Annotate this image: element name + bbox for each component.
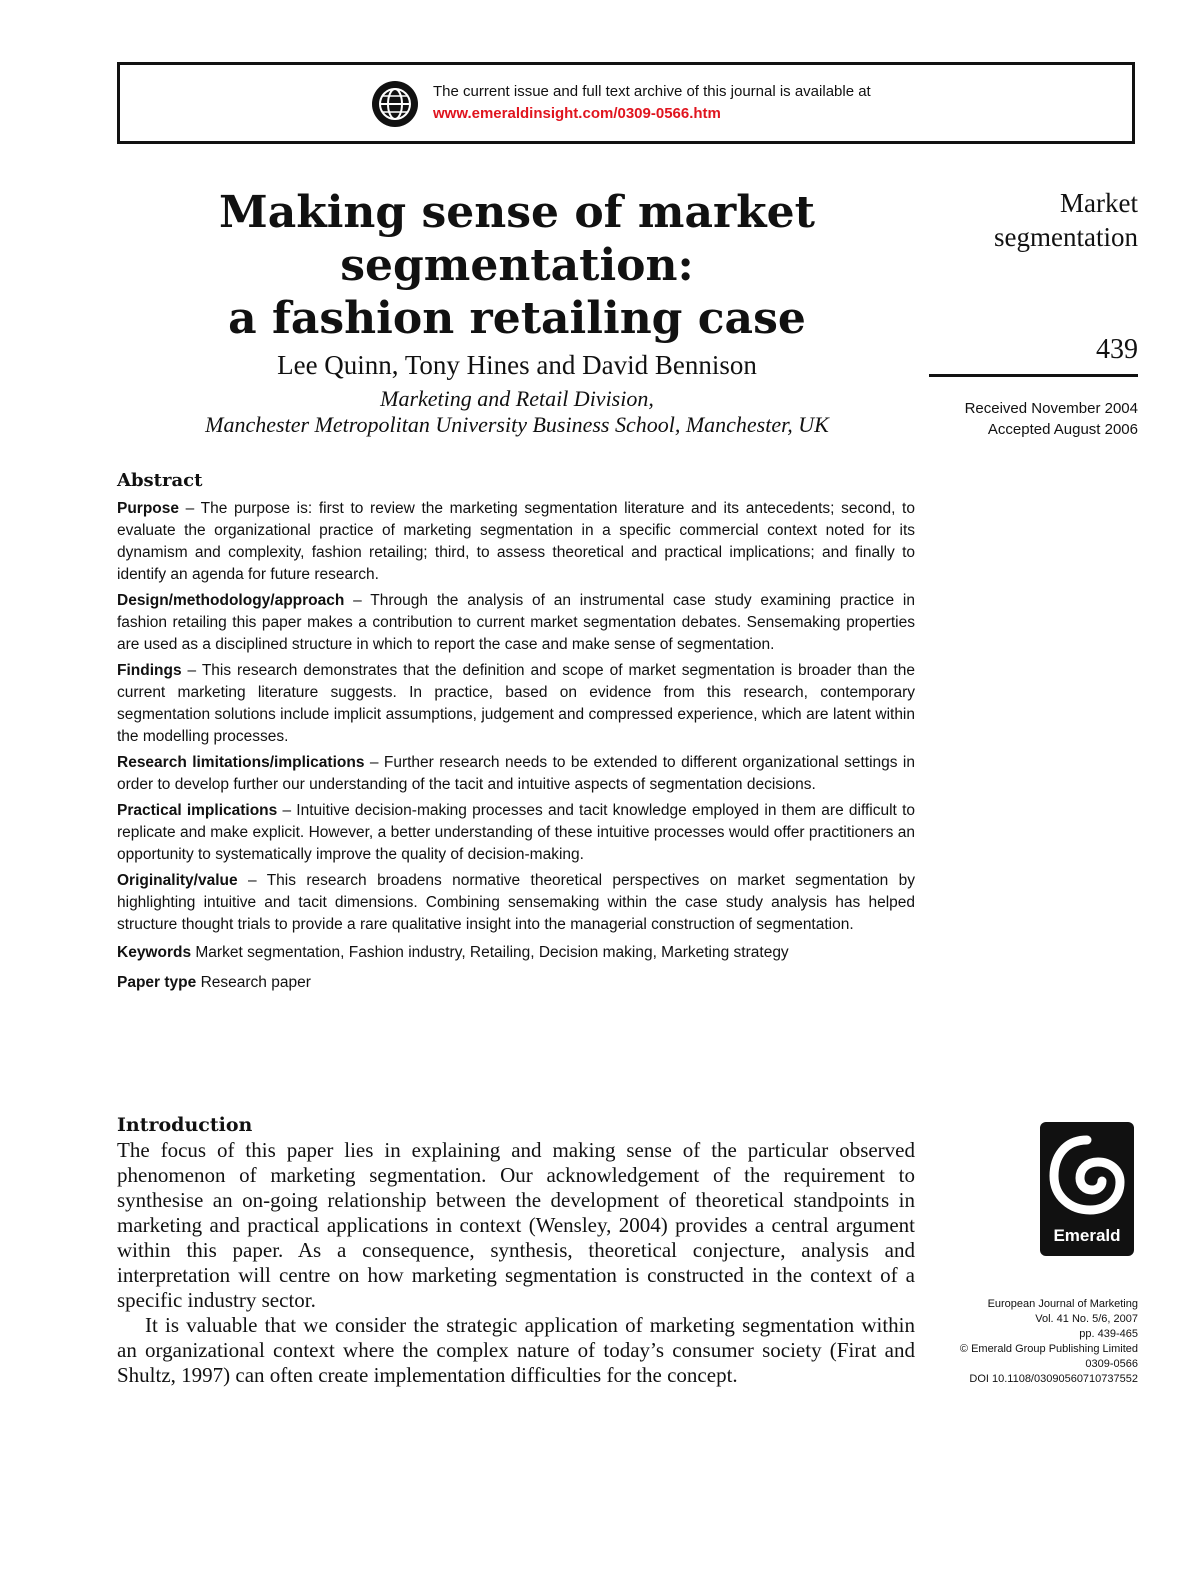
emerald-logo-text: Emerald — [1053, 1226, 1121, 1245]
introduction-paragraph-1: The focus of this paper lies in explaining and making sense of the particular observed phenomenon of marketing segmentation. Our acknowledgement of the requirement to synthesise an on-going relationship between the development of theoretical standpoints in marketing and practical applications in context (Wensley, 2004) provides a central argument within this paper. As a consequence, synthesis, theoretical conjecture, analysis and interpretation will centre on how marketing segmentation is constructed in the context of a specific industry sector. — [117, 1138, 915, 1312]
affiliation-line-1: Marketing and Retail Division, — [380, 386, 654, 411]
author-list: Lee Quinn, Tony Hines and David Bennison — [277, 350, 757, 380]
abstract-design — [117, 590, 915, 656]
abstract-findings-text: – This research demonstrates that the definition and scope of market segmentation is broader than the current marketing literature suggests. In practice, based on evidence from this research, contemporary segmentation solutions include implicit assumptions, judgement and compressed experience, which are latent within the modelling processes. — [117, 662, 915, 745]
title-line-2: segmentation: — [340, 240, 694, 291]
globe-icon — [370, 79, 420, 129]
running-head-line-1: Market — [1060, 188, 1138, 218]
abstract-design-text: – Through the analysis of an instrumental case study examining practice in fashion retailing this paper makes a contribution to current market segmentation debates. Sensemaking properties are used as a disciplined structure in which to report the case and make sense of segmentation. — [117, 592, 915, 653]
issn: 0309-0566 — [1085, 1358, 1138, 1370]
paper-type — [117, 972, 915, 994]
abstract-limitations-label: Research limitations/implications — [117, 754, 365, 771]
copyright-notice: © Emerald Group Publishing Limited — [959, 1343, 1138, 1355]
journal-name: European Journal of Marketing — [987, 1298, 1138, 1310]
introduction-paragraph-2: It is valuable that we consider the strategic application of marketing segmentation within an organizational context where the complex nature of today’s consumer society (Firat and Shultz, 1997) can often create implementation difficulties for the concept. — [117, 1313, 915, 1387]
abstract-originality-text: – This research broadens normative theoretical perspectives on market segmentation by highlighting intuitive and tacit dimensions. Combining sensemaking within the case study analysis has helped structure thought trials to provide a rare qualitative insight into the managerial construction of segmentation. — [117, 872, 915, 933]
paper-type-text: Research paper — [196, 974, 311, 991]
page-number: 439 — [1096, 334, 1138, 365]
keywords — [117, 942, 915, 964]
journal-availability-banner — [117, 62, 1135, 144]
abstract-heading: Abstract — [117, 470, 203, 491]
running-head — [994, 186, 1138, 254]
abstract-purpose-text: – The purpose is: first to review the marketing segmentation literature and its antecedents; second, to evaluate the organizational practice of marketing segmentation in a specific commercial context noted for its dynamism and complexity, fashion retailing; third, to assess theoretical and practical implications; and finally to identify an agenda for future research. — [117, 500, 915, 583]
abstract-findings — [117, 660, 915, 748]
affiliation-line-2: Manchester Metropolitan University Business School, Manchester, UK — [205, 412, 829, 437]
banner-availability-text: The current issue and full text archive of this journal is available at — [433, 83, 871, 100]
introduction-section — [117, 1113, 915, 1388]
abstract-purpose — [117, 498, 915, 586]
received-date: Received November 2004 — [964, 400, 1138, 417]
paper-title — [117, 186, 917, 345]
introduction-heading: Introduction — [117, 1114, 253, 1136]
emerald-logo — [1040, 1122, 1134, 1256]
author-affiliation — [117, 386, 917, 438]
accepted-date: Accepted August 2006 — [987, 421, 1138, 438]
keywords-label: Keywords — [117, 944, 192, 961]
doi: DOI 10.1108/03090560710737552 — [969, 1373, 1138, 1385]
abstract-design-label: Design/methodology/approach — [117, 592, 345, 609]
abstract-practical — [117, 800, 915, 866]
running-head-line-2: segmentation — [994, 222, 1138, 252]
abstract-section — [117, 470, 915, 994]
paper-type-label: Paper type — [117, 974, 197, 991]
abstract-practical-text: – Intuitive decision-making processes and tacit knowledge employed in them are difficult to replicate and make explicit. However, a better understanding of these intuitive processes would offer practitioners an opportunity to systematically improve the quality of decision-making. — [117, 802, 915, 863]
abstract-limitations — [117, 752, 915, 796]
emerald-swirl-icon — [1040, 1126, 1134, 1226]
abstract-limitations-text: – Further research needs to be extended to different organizational settings in order to develop further our understanding of the tacit and intuitive aspects of segmentation decisions. — [117, 754, 915, 793]
title-line-3: a fashion retailing case — [228, 293, 806, 344]
abstract-findings-label: Findings — [117, 662, 182, 679]
submission-dates — [965, 398, 1138, 440]
margin-divider — [929, 374, 1138, 377]
journal-volume: Vol. 41 No. 5/6, 2007 — [1035, 1313, 1138, 1325]
abstract-purpose-label: Purpose — [117, 500, 180, 517]
keywords-text: Market segmentation, Fashion industry, Retailing, Decision making, Marketing strategy — [191, 944, 789, 961]
journal-archive-link[interactable]: www.emeraldinsight.com/0309-0566.htm — [433, 105, 721, 122]
abstract-practical-label: Practical implications — [117, 802, 278, 819]
page-range: pp. 439-465 — [1079, 1328, 1138, 1340]
abstract-originality-label: Originality/value — [117, 872, 238, 889]
publication-info — [960, 1297, 1138, 1387]
abstract-originality — [117, 870, 915, 936]
title-line-1: Making sense of market — [219, 187, 815, 238]
